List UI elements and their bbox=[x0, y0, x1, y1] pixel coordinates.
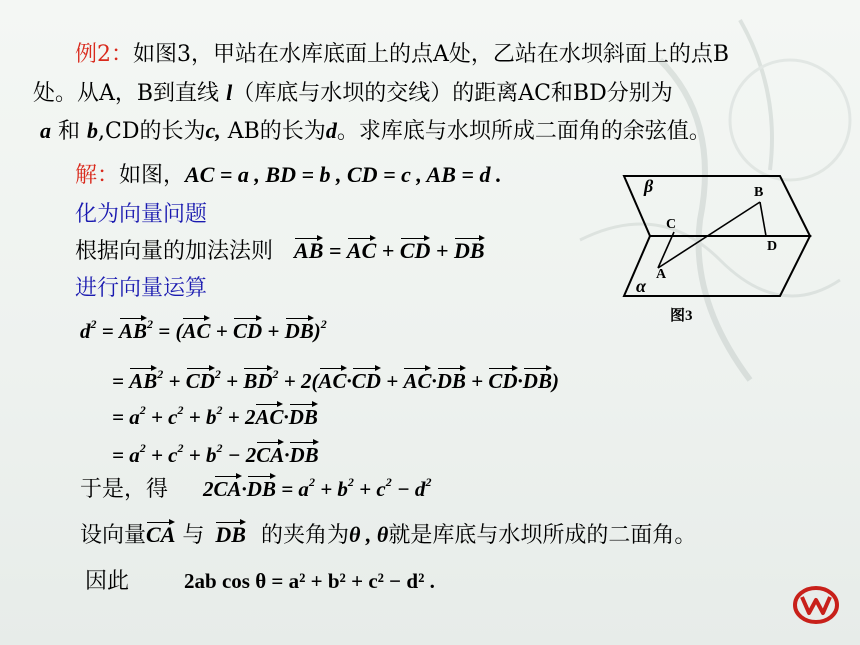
equation-3: = $a^2 + c^2 + b^2 + 2AC\cdot DB$ bbox=[112, 402, 318, 432]
step-title-2: 进行向量运算 bbox=[75, 276, 208, 301]
figure-caption: 图3 bbox=[670, 308, 693, 324]
theta-symbols: θ , θ bbox=[348, 522, 389, 547]
segment-BD bbox=[760, 202, 766, 236]
result-equation: $2CA\cdot DB = a^2 + b^2 + c^2 - d^2$ bbox=[203, 477, 431, 501]
result-line bbox=[80, 474, 431, 505]
label-A: A bbox=[656, 267, 667, 282]
problem-line-1 bbox=[75, 40, 729, 70]
problem-text-2b: （库底与水坝的交线）的距离AC和BD分别为 bbox=[232, 81, 673, 106]
problem-text-3h: 。求库底与水坝所成二面角的余弦值。 bbox=[336, 119, 711, 144]
hence-text: 因此 bbox=[85, 569, 130, 594]
problem-line-2 bbox=[33, 78, 673, 109]
problem-text-3b: 和 bbox=[58, 119, 81, 144]
label-B: B bbox=[754, 185, 764, 200]
step-title-1: 化为向量问题 bbox=[75, 202, 208, 227]
problem-text-2a: 处。从A，B到直线 bbox=[33, 81, 220, 106]
conclusion-line bbox=[85, 566, 435, 597]
label-D: D bbox=[767, 239, 778, 254]
problem-label: 例2： bbox=[75, 42, 133, 67]
rule-equation: AB = AC + CD + DB bbox=[294, 238, 484, 263]
label-alpha: α bbox=[636, 276, 646, 296]
symbol-a: a bbox=[40, 118, 51, 143]
problem-text-3f: AB的长为 bbox=[227, 119, 326, 144]
symbol-c: c, bbox=[205, 118, 221, 143]
problem-text-1: 如图3，甲站在水库底面上的点A处，乙站在水坝斜面上的点B bbox=[133, 42, 730, 67]
equation-1: $d^2 = AB^2 = (AC$ + CD + DB)$^2$ bbox=[80, 316, 327, 346]
given-values: AC = a , BD = b , CD = c , AB = d . bbox=[185, 162, 502, 187]
plane-alpha bbox=[624, 236, 810, 296]
setvec-text-e: 就是库底与水坝所成的二面角。 bbox=[388, 523, 697, 548]
symbol-b: b bbox=[87, 118, 99, 143]
angle-line bbox=[80, 520, 696, 551]
solution-intro: 如图， bbox=[119, 163, 186, 188]
solution-label: 解： bbox=[75, 163, 120, 188]
label-beta: β bbox=[644, 176, 654, 196]
school-logo-icon bbox=[793, 585, 839, 625]
line-symbol-l: l bbox=[226, 80, 233, 105]
figure-3 bbox=[620, 170, 820, 330]
vector-CA: CA bbox=[146, 520, 175, 550]
setvec-text-b: 与 bbox=[182, 523, 205, 548]
rule-text: 根据向量的加法法则 bbox=[75, 239, 274, 264]
equation-4: = $a^2 + c^2 + b^2 - 2CA\cdot DB$ bbox=[112, 440, 319, 470]
addition-rule-line bbox=[75, 236, 485, 267]
vector-DB: DB bbox=[215, 520, 246, 550]
setvec-text-c: 的夹角为 bbox=[260, 523, 349, 548]
final-equation: 2ab cos θ = a² + b² + c² − d² . bbox=[184, 569, 435, 593]
label-C: C bbox=[666, 217, 677, 232]
problem-line-3 bbox=[40, 116, 711, 147]
setvec-text-a: 设向量 bbox=[80, 523, 147, 548]
equation-2: = $AB^2 + CD^2 + BD^2 + 2(AC\cdot CD + AC\cdot DB + CD\cdot DB)$ bbox=[112, 366, 559, 396]
so-text: 于是，得 bbox=[80, 477, 169, 502]
solution-line bbox=[75, 160, 501, 191]
problem-text-3d: ,CD的长为 bbox=[98, 119, 206, 144]
symbol-d: d bbox=[325, 118, 337, 143]
